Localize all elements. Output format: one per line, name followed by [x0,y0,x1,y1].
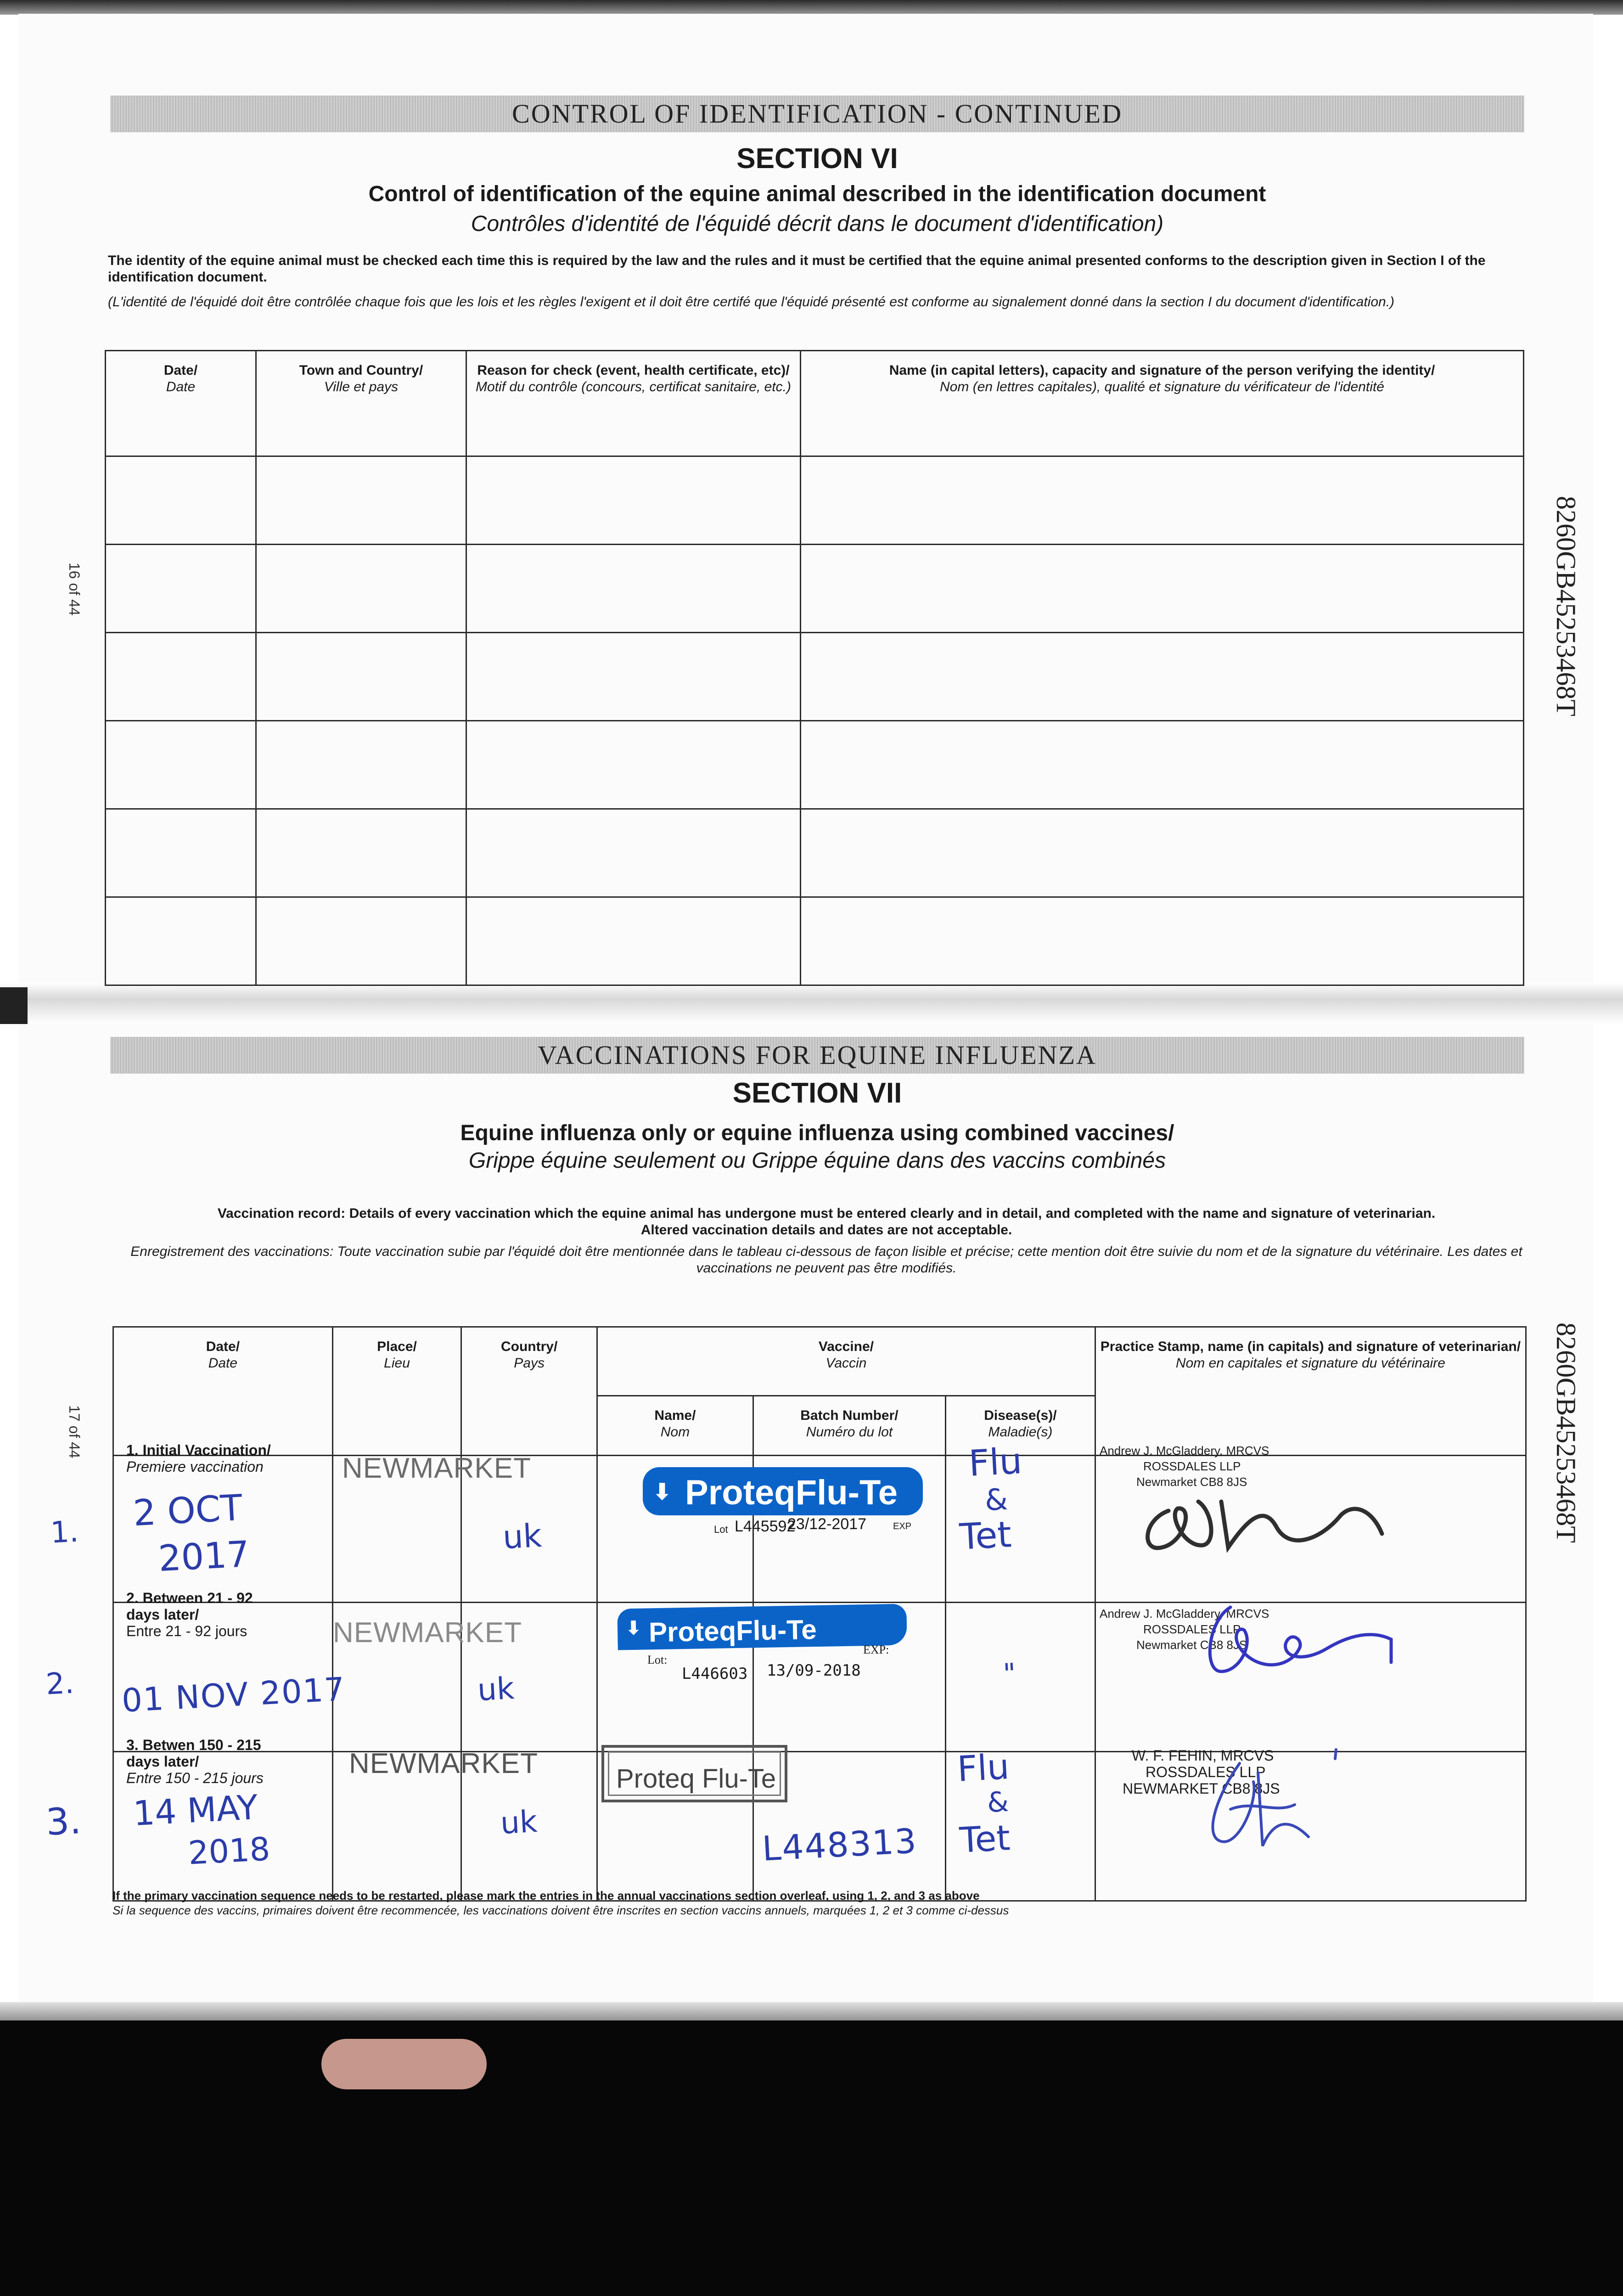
record-fr: Enregistrement des vaccinations: Toute vaccination subie par l'équidé doit être mentionnée dans le tableau ci-dessous de façon lisible et précise; cette mention doit être suivie du nom et de la signature du vétérinaire. Les dates et vaccinations ne peuvent pas être modifiés. [130,1244,1522,1276]
row2-date: 01 NOV 2017 [121,1670,347,1720]
scanner-background [0,2020,1623,2296]
row3-vet-stamp: W. F. FEHIN, MRCVS ROSSDALES LLP NEWMARKET CB8 8JS [1123,1747,1280,1797]
col-vaccine: Vaccine/ Vaccin [597,1327,1095,1396]
row3-label: 3. Betwen 150 - 215 days later/ Entre 150 - 215 jours [126,1737,264,1786]
table-row [106,809,1524,897]
table-row [106,721,1524,809]
col-reason: Reason for check (event, health certificate, etc)/ Motif du contrôle (concours, certificat sanitaire, etc.) [466,351,801,456]
footnote-en: If the primary vaccination sequence needs to be restarted, please mark the entries in the annual vaccinations section overleaf, using 1, 2, and 3 as above [112,1889,980,1902]
finger [321,2039,487,2089]
row1-vaccine-brand: ProteqFlu-Te [685,1473,898,1512]
col-verifier: Name (in capital letters), capacity and signature of the person verifying the identity/ Nom (en lettres capitales), qualité et signature du vérificateur de l'identité [801,351,1524,456]
row3-disease-1: Flu [956,1746,1011,1790]
identification-table [105,350,1524,986]
row2-exp-prefix: EXP: [863,1643,889,1656]
table-row [106,545,1524,633]
table-row [106,633,1524,721]
margin-number-3: 3. [45,1799,82,1844]
section-banner-identification: CONTROL OF IDENTIFICATION - CONTINUED [110,96,1524,132]
page-number-16: 16 of 44 [66,563,83,616]
row3-date-day: 14 MAY [132,1787,259,1834]
col-date: Date/ Date [106,351,256,456]
row1-place-stamp: NEWMARKET [342,1452,531,1484]
col-country: Country/ Pays [461,1327,597,1456]
row1-date-year: 2017 [157,1533,251,1580]
row3-lot: L448313 [761,1821,918,1869]
col-town-country: Town and Country/ Ville et pays [256,351,466,456]
section-banner-vaccinations: VACCINATIONS FOR EQUINE INFLUENZA [110,1037,1524,1074]
heading-en: Control of identification of the equine animal described in the identification document [368,182,1266,206]
row2-disease-ditto: " [1002,1657,1017,1690]
row1-vaccine-label [643,1467,923,1515]
fold-shadow [0,987,28,1024]
row2-vet-stamp: Andrew J. McGladdery, MRCVS ROSSDALES LLP Newmarket CB8 8JS [1100,1607,1269,1652]
row1-lot-prefix: Lot [714,1524,728,1535]
section-title: SECTION VII [732,1077,902,1109]
row2-lot: L446603 [682,1665,748,1683]
row1-signature [1125,1483,1469,1561]
row2-exp: 13/09-2018 [767,1661,861,1680]
row3-disease-3: Tet [958,1817,1011,1861]
row2-vaccine-brand: ProteqFlu-Te [648,1614,817,1648]
intro-fr: (L'identité de l'équidé doit être contrôlée chaque fois que les lois et les règles l'exigent et il doit être certifé que l'équidé présenté est conforme au signalement donné dans la section I du document d'identification.) [108,294,1395,310]
heading-fr: Grippe équine seulement ou Grippe équine dans des vaccins combinés [468,1148,1166,1173]
row3-vaccine-stamp: Proteq Flu-Te [601,1745,787,1802]
footnote-fr: Si la sequence des vaccins, primaires doivent être recommencée, les vaccinations doivent être inscrites en section vaccins annuels, marquées 1, 2 et 3 comme ci-dessus [112,1903,1009,1917]
heading-en: Equine influenza only or equine influenza using combined vaccines/ [460,1121,1174,1145]
col-disease: Disease(s)/ Maladie(s) [945,1396,1095,1456]
section-title: SECTION VI [736,143,898,174]
side-id-page2: 8260GB45253468T [1551,1322,1581,1543]
row1-date-day: 2 OCT [132,1487,244,1535]
row2-place-stamp: NEWMARKET [333,1617,522,1649]
side-id-page1: 8260GB45253468T [1551,496,1581,716]
col-place: Place/ Lieu [332,1327,461,1456]
heading-fr: Contrôles d'identité de l'équidé décrit dans le document d'identification) [471,212,1164,236]
row1-label: 1. Initial Vaccination/ Premiere vaccination [126,1442,271,1475]
col-batch-number: Batch Number/ Numéro du lot [753,1396,945,1456]
arrow-icon: ⬇ [653,1480,672,1504]
row3-country: uk [500,1803,539,1841]
row1-disease-1: Flu [967,1441,1023,1485]
table-row [106,456,1524,545]
row1-lot: L445592 [735,1518,796,1535]
row3-signature [1189,1745,1354,1869]
row2-lot-prefix: Lot: [647,1653,668,1666]
row1-vet-stamp: Andrew J. McGladdery, MRCVS ROSSDALES LLP Newmarket CB8 8JS [1100,1444,1269,1489]
row1-country: uk [501,1516,543,1557]
margin-number-2: 2. [45,1666,75,1702]
row2-country: uk [477,1670,516,1708]
row1-disease-2: & [984,1482,1009,1518]
col-date: Date/ Date [113,1327,333,1456]
row2-label: 2. Between 21 - 92 days later/ Entre 21 - 92 jours [126,1590,253,1639]
row1-disease-3: Tet [958,1514,1013,1558]
intro-en: The identity of the equine animal must be checked each time this is required by the law and the rules and it must be certified that the equine animal presented conforms to the description given in Section I of the identification document. [108,253,1486,285]
row3-disease-2: & [986,1785,1010,1819]
row3-place-stamp: NEWMARKET [349,1748,538,1779]
row1-exp: 23/12-2017 EXP [787,1515,912,1533]
row2-signature [1152,1593,1410,1685]
book-fold [0,983,1623,1024]
page-number-17: 17 of 44 [66,1405,83,1458]
row3-date-year: 2018 [187,1830,271,1872]
table-row [106,897,1524,985]
col-vaccine-name: Name/ Nom [597,1396,753,1456]
col-practice-stamp: Practice Stamp, name (in capitals) and signature of veterinarian/ Nom en capitales et signature du vétérinaire [1095,1327,1526,1456]
book-top-edge [0,0,1623,15]
margin-number-1: 1. [50,1514,79,1550]
record-en: Vaccination record: Details of every vaccination which the equine animal has undergone must be entered clearly and in detail, and completed with the name and signature of veterinarian. Altered vaccination details and dates are not acceptable. [217,1206,1436,1238]
arrow-icon: ⬇ [625,1618,641,1639]
